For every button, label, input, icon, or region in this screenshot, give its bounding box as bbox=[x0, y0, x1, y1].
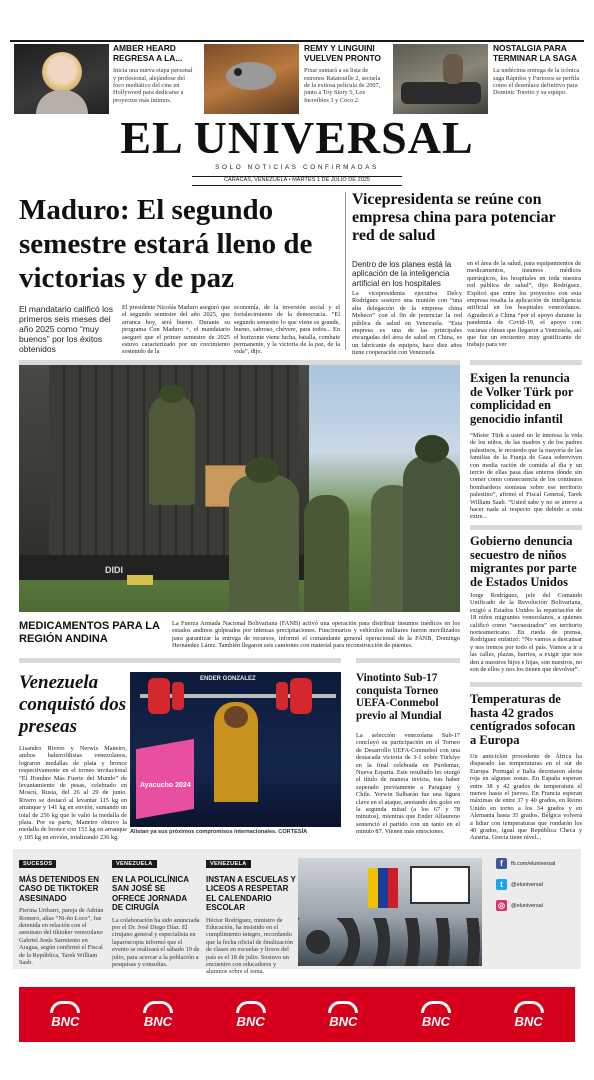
pesas-caption: Alistan ya sus próximos compromisos internacionales. CORTESÍA bbox=[130, 829, 308, 835]
lead-col-1: El presidente Nicolás Maduro aseguró que el segundo semestre del año 2025, que arranca hoy, será bueno. Durante su programa Con Maduro +, el mandatario aseguró que el primer semestre de 2025 estuvo caracterizado por un crecimiento sostenido de la bbox=[122, 304, 230, 356]
ninos-headline[interactable]: Gobierno denuncia secuestro de niños migrantes por parte de Estados Unidos bbox=[470, 534, 577, 589]
bnc-logo-text: BNC bbox=[329, 1014, 358, 1029]
bnc-logo bbox=[236, 1001, 266, 1028]
temps-headline[interactable]: Temperaturas de hasta 42 grados centígrados sofocan a Europa bbox=[470, 692, 576, 747]
turk-text: “Míster Türk a usted no le interesa la vida de los niños, de las madres y de los padres palestinos, le recuerdo que la mayoría de las familias de la Franja de Gaza sobreviven con media ración de comida al día y un tercio de ellas pasa días enteros dónde sin comer como consecuencia de los continuos bombardeos sionistas sobre ese territorio palestino”, afirmó el Fiscal General, Tarek William Saab. “Usted sabe y no se atreve a hacer nada al respecto que debido a esta extre... bbox=[470, 432, 582, 521]
pesas-top-bar bbox=[19, 658, 341, 663]
pesas-headline[interactable]: Venezuela conquistó dos preseas bbox=[19, 672, 127, 737]
person-portrait-icon bbox=[42, 52, 82, 92]
turk-headline[interactable]: Exigen la renuncia de Volker Türk por complicidad en genocidio infantil bbox=[470, 371, 574, 426]
pesas-text: Lisandro Rivero y Nerwis Maneiro, ambos halterofilistas venezolanos, lograron medallas de plata y bronce respectivamente en el torneo invitacional “El Hombre Más Fuerte del Mundo” de levantamiento de pesas, celebrado en Moscú, Rusia, del 26 al 29 de junio. Rivero se destacó al levantar 115 kg en arranque y 141 kg en envión, sumando un total de 256 kg que le valió la medalla de plata. Por su parte, Maneiro obtuvo la medalla de bronce con 151 kg en arranque y 185 kg en envión, totalizando 236 kg. bbox=[19, 745, 127, 841]
teaser-text: La undécima entrega de la icónica saga Rápidos y Furiosos se perfila como el desenlace definitivo para Dominic Toretto y su equipo. bbox=[493, 67, 580, 97]
bnc-swoosh-icon bbox=[514, 1001, 544, 1013]
bnc-logo bbox=[421, 1001, 451, 1028]
lead-col-2: economía, de la inversión social y el fortalecimiento de la democracia. “El segundo semestre lo que viene es grande, bueno, sabroso, chévere, para todos... En el horizonte viene lucha, batalla, combate permanente, y la victoria de la paz, de la vida”, dijo. bbox=[234, 304, 340, 356]
teaser-photo-2 bbox=[204, 44, 299, 114]
vp-headline[interactable]: Vicepresidenta se reúne con empresa china para potenciar red de salud bbox=[352, 191, 556, 244]
bnc-logo bbox=[514, 1001, 544, 1028]
bottom-text: Pierina Uribarri, pareja de Adrián Romero, alias “Ni-ño Loco”, fue detenida en relación con el asesinato del tiktoker venezolano Gabriel Jesús Sarmiento en Aragua, según confirmó el Fiscal de la República, Tarek William Saab. bbox=[19, 907, 104, 967]
teaser-title: AMBER HEARD REGRESA A LA... bbox=[113, 43, 183, 63]
temps-top-bar bbox=[470, 682, 582, 687]
social-label: @eluniversal bbox=[511, 881, 543, 888]
bnc-logo-text: BNC bbox=[51, 1014, 80, 1029]
twitter-icon: t bbox=[496, 879, 507, 890]
bnc-logo bbox=[328, 1001, 358, 1028]
bnc-swoosh-icon bbox=[143, 1001, 173, 1013]
soldiers-truck-photo bbox=[19, 365, 460, 612]
classroom-photo bbox=[298, 858, 482, 966]
column-divider bbox=[345, 192, 346, 350]
dateline-rule-bottom bbox=[192, 185, 402, 186]
bottom-text: La colaboración ha sido anunciada por el Dr. José Diego Díaz. El cirujano general y especialista en laparoscopia informó que el evento se realizará el sábado 19 de julio, para acercar a la población a pesquisas y consultas. bbox=[112, 916, 200, 969]
bottom-story-1[interactable] bbox=[19, 850, 107, 966]
bottom-headline: INSTAN A ESCUELAS Y LICEOS A RESPETAR EL CALENDARIO ESCOLAR bbox=[206, 875, 296, 913]
lead-deck: El mandatario calificó los primeros seis meses del año 2025 como “muy buenos” por los éxitos obtenidos bbox=[19, 304, 114, 354]
social-links bbox=[496, 858, 578, 911]
teaser-photo-1 bbox=[14, 44, 109, 114]
teaser-photo-3 bbox=[393, 44, 488, 114]
truck-plate: DIDI bbox=[105, 565, 123, 575]
teaser-3[interactable] bbox=[493, 44, 581, 97]
top-rule bbox=[10, 40, 584, 42]
section-tag: VENEZUELA bbox=[112, 860, 157, 868]
bnc-swoosh-icon bbox=[50, 1001, 80, 1013]
weightlifter-photo bbox=[130, 672, 341, 827]
vp-col-1: La vicepresidenta ejecutiva Delcy Rodríguez sostuvo una reunión con “una alta delegación de la empresa china Meheco” con el fin de potenciar la red pública de salud en Venezuela. “Esta empresa es una de las principales encargadas del área de salud en China, es un fabricante de equipos, hace diez años tiene cooperación con Venezuela bbox=[352, 290, 462, 357]
instagram-icon: ◎ bbox=[496, 900, 507, 911]
tagline: SOLO NOTICIAS CONFIRMADAS bbox=[215, 164, 379, 171]
ninos-top-bar bbox=[470, 525, 582, 530]
masthead bbox=[0, 113, 594, 171]
dateline: CARACAS, VENEZUELA • MARTES 1 DE JULIO DE 2025 bbox=[223, 177, 371, 183]
vinotinto-headline[interactable]: Vinotinto Sub-17 conquista Torneo UEFA-Conmebol previo al Mundial bbox=[356, 672, 442, 722]
teaser-text: Inicia una nueva etapa personal y profesional, alejándose del foco mediático del cine en Hollywood para dedicarse a proyectos más íntimos. bbox=[113, 67, 193, 104]
social-label: fb.com/eluniversal bbox=[511, 860, 556, 867]
bnc-logo bbox=[143, 1001, 173, 1028]
vinotinto-text: La selección venezolana Sub-17 concluyó su participación en el Torneo de Desarrollo UEFA-Conmebol con una destacada victoria de 3-1 sobre Türkiye en la final celebrada en Purdumar, Nueva Esparta. Este resultado les otorgó el título de manera invicta, tras haber superado previamente a Paraguay y Chile. Yerwin Sulbarán fue una figura clave en el ataque, anotando dos goles en la segunda mitad (a los 67 y 78 minutos), mientras que Ender Alfaureno sentenció el partido con un tanto en el minuto 87. Vienen más emociones. bbox=[356, 732, 460, 836]
newspaper-name: EL UNIVERSAL bbox=[120, 112, 474, 163]
andina-text: La Fuerza Armada Nacional Bolivariana (FANB) activó una operación para distribuir insumos médicos en los estados andinos golpeados por intensas precipitaciones. Funcionarios y vehículos militares fueron movilizados para garantizar la entrega de recursos, informó el comandante general operacional de la FANB, Domingo Hernández Lárez. También llegaron seis camiones con material para reconstrucción de puentes. bbox=[172, 620, 460, 650]
teaser-title: REMY Y LINGUINI VUELVEN PRONTO bbox=[304, 43, 381, 63]
vinotinto-top-bar bbox=[356, 658, 460, 663]
section-tag: VENEZUELA bbox=[206, 860, 251, 868]
social-label: @eluniversal bbox=[511, 902, 543, 909]
andina-headline[interactable]: MEDICAMENTOS PARA LA REGIÓN ANDINA bbox=[19, 620, 160, 645]
lead-headline[interactable]: Maduro: El segundo semestre estará lleno de victorias y de paz bbox=[19, 194, 313, 294]
bnc-logo-text: BNC bbox=[514, 1014, 543, 1029]
facebook-icon: f bbox=[496, 858, 507, 869]
bnc-ad-banner[interactable] bbox=[19, 987, 575, 1042]
bnc-logo-text: BNC bbox=[143, 1014, 173, 1029]
vp-deck: Dentro de los planes está la aplicación de la inteligencia artificial en los hospitales bbox=[352, 260, 452, 288]
teaser-title: NOSTALGIA PARA TERMINAR LA SAGA bbox=[493, 43, 577, 63]
temps-text: Un anticiclón procedente de África ha disparado las temperaturas en el sur de Europa. Portugal e Italia decretaron alerta roja en algunas zonas. En España esperan entre 38 y 42 grados de temperatura el menos hasta el jueves. En Francia esperan máximas de entre 37 y 40 grados, en Reino Unido en torno a los 34 grados y en Alemania hasta 35 grados. Bélgica volverá a lidiar con temperaturas que rondarán los 40 grados, igual que República Checa y Austria. Grecia tiene nivel... bbox=[470, 753, 582, 842]
social-item[interactable] bbox=[496, 879, 578, 890]
bnc-swoosh-icon bbox=[236, 1001, 266, 1013]
teaser-2[interactable] bbox=[304, 44, 386, 104]
bnc-logo-text: BNC bbox=[421, 1014, 451, 1029]
bottom-text: Héctor Rodríguez, ministro de Educación, ha insistido en el cumplimiento íntegro, recordando que la fecha oficial de finalización de clases en escuelas y liceos del país es el 18 de julio. Sostuvo un encuentro con educadores y alumnos sobre el tema. bbox=[206, 916, 293, 976]
photo-logo-text: Ayacucho 2024 bbox=[140, 782, 191, 789]
ninos-text: Jorge Rodríguez, jefe del Comando Unificado de la Revolución Bolivariana, exigió a Estados Unidos la repatriación de 18 niños migrantes venezolanos, a quienes calificó como “secuestrados” en territorio norteamericano. En rueda de prensa, Rodríguez enfatizó: “No vamos a descansar y nos iremos por todo el país. Vamos a ir a las calles, plazas, barrios, a exigir que nos den a nuestros hijos e hijas, son nuestros, no son de ellos y nos los tienen que devolver”. bbox=[470, 592, 582, 674]
section-tag: SUCESOS bbox=[19, 860, 56, 868]
bnc-swoosh-icon bbox=[328, 1001, 358, 1013]
teaser-text: Pixar sumará a su lista de estrenos Ratatouille 2, secuela de la exitosa película de 2007, junto a Toy Story 5, Los Increíbles 3 y Coco 2. bbox=[304, 67, 381, 104]
turk-top-bar bbox=[470, 360, 582, 365]
bnc-logo bbox=[50, 1001, 80, 1028]
photo-banner: ENDER GONZALEZ bbox=[200, 676, 256, 682]
teaser-1[interactable] bbox=[113, 44, 197, 104]
social-item[interactable] bbox=[496, 900, 578, 911]
bnc-swoosh-icon bbox=[421, 1001, 451, 1013]
bottom-story-2[interactable] bbox=[112, 850, 200, 968]
social-item[interactable] bbox=[496, 858, 578, 869]
bnc-logo-text: BNC bbox=[236, 1014, 265, 1029]
bottom-headline: MÁS DETENIDOS EN CASO DE TIKTOKER ASESINADO bbox=[19, 875, 100, 903]
vp-col-2: en el área de la salud, para equipamientos de medicamentos, insumos médicos quirúrgicos, los hospitales en toda nuestra red pública de salud”, dijo Rodríguez. Explicó que entre los proyectos con esta empresa resalta la aplicación de inteligencia artificial en los hospitales venezolanos. Agradeció a China “por el apoyo durante la pandemia de Covid-19, el apoyo con vacunas chinas que llegaron a Venezuela, así que fue un encuentro muy gratificante de trabajo para ver bbox=[467, 260, 581, 349]
bottom-story-3[interactable] bbox=[206, 850, 296, 976]
bottom-headline: EN LA POLICLÍNICA SAN JOSÉ SE OFRECE JORNADA DE CIRUGÍA bbox=[112, 875, 189, 913]
